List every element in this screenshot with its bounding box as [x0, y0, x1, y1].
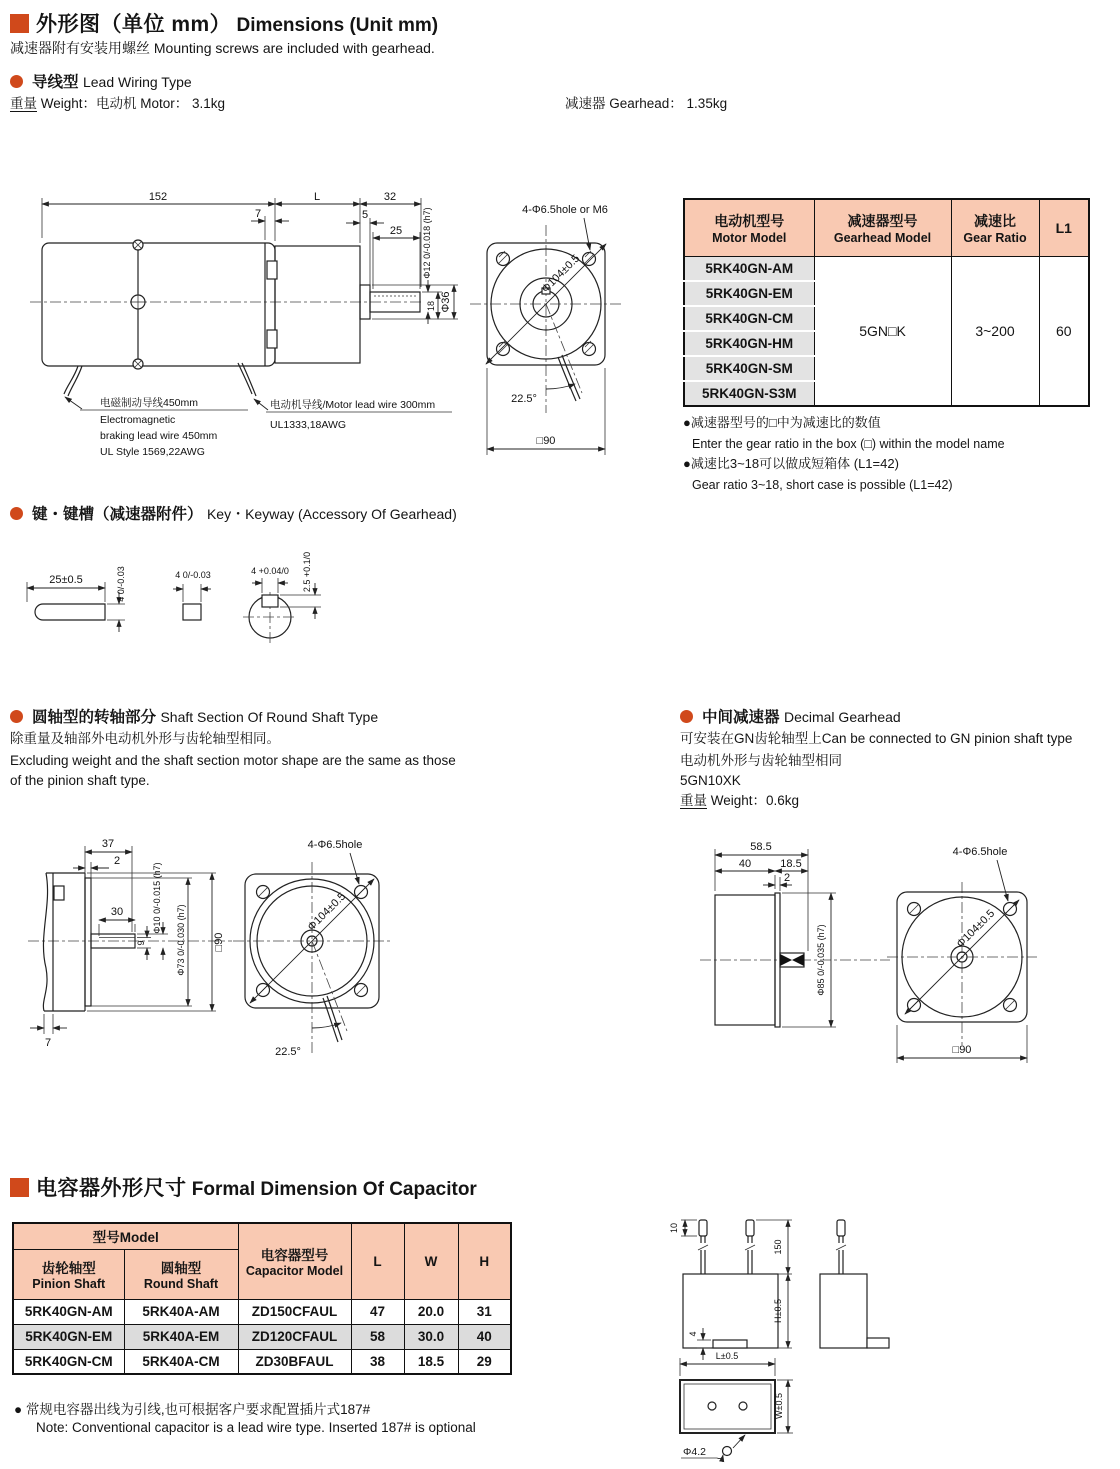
decimal-desc: 可安装在GN齿轮轴型上Can be connected to GN pinion shaft type	[680, 731, 1073, 746]
dim-label: Φ85 0/-0.035 (h7)	[816, 924, 826, 996]
dimensions	[42, 191, 458, 324]
decimal-model: 5GN10XK	[680, 773, 741, 788]
col-header-gear-ratio: 减速比 Gear Ratio	[951, 199, 1039, 256]
cell: 5RK40GN-AM	[13, 1299, 124, 1324]
section-bullet-icon	[10, 710, 23, 723]
motor-wire-label: 电动机导线/Motor lead wire 300mm	[270, 399, 436, 411]
page-title-zh: 外形图（单位 mm）	[36, 13, 232, 36]
dim-label: W±0.5	[774, 1393, 784, 1419]
round-shaft-drawing	[20, 828, 450, 1073]
decimal-desc: 电动机外形与齿轮轴型相同	[680, 753, 842, 768]
motor-weight: 电动机 Motor： 3.1kg	[96, 96, 226, 111]
col-header-model-group: 型号Model	[13, 1223, 238, 1249]
col-header-gearhead-model: 减速器型号 Gearhead Model	[814, 199, 951, 256]
dim-label: 7	[44, 1037, 52, 1049]
capacitor-note-en: Note: Conventional capacitor is a lead wire type. Inserted 187# is optional	[36, 1420, 476, 1435]
cell: 5RK40A-AM	[124, 1299, 238, 1324]
section-bullet-icon	[680, 710, 693, 723]
cell: ZD150CFAUL	[238, 1299, 351, 1324]
motor-model-cell: 5RK40GN-HM	[684, 331, 814, 356]
l1-cell: 60	[1039, 256, 1089, 406]
key-drawing	[27, 566, 126, 632]
key-section-drawing	[173, 570, 211, 620]
dim-label: Φ10 0/-0.015 (h7)	[152, 862, 162, 934]
dim-label: 150	[773, 1239, 783, 1255]
lead-wires	[64, 363, 452, 458]
front-view	[887, 846, 1037, 1063]
col-header-h: H	[458, 1223, 511, 1299]
col-header-capacitor-model: 电容器型号 Capacitor Model	[238, 1223, 351, 1299]
section-square-icon	[10, 1178, 29, 1197]
decimal-weight: 重量 Weight：0.6kg	[680, 793, 800, 808]
dim-label: 30	[110, 906, 124, 918]
cell: 20.0	[404, 1299, 458, 1324]
dim-label: 18	[426, 300, 436, 312]
decimal-gearhead-heading: 中间减速器 Decimal Gearhead	[680, 705, 901, 727]
dim-label: 7	[254, 208, 262, 220]
round-shaft-desc: 除重量及轴部外电动机外形与齿轮轴型相同。	[10, 731, 280, 746]
cell: 5RK40A-CM	[124, 1349, 238, 1374]
table-row	[13, 1299, 511, 1324]
dim-label: 18.5	[780, 858, 802, 870]
cell: 5RK40A-EM	[124, 1324, 238, 1349]
dim-label: 4 0/-0.03	[175, 570, 211, 580]
section-bullet-icon	[10, 75, 23, 88]
bolt-hole	[908, 903, 921, 916]
gear-ratio-cell: 3~200	[951, 256, 1039, 406]
cell: 31	[458, 1299, 511, 1324]
front-view	[233, 839, 392, 1058]
dim-label: Φ12 0/-0.018 (h7)	[422, 207, 432, 279]
brake-wire-label: Electromagnetic	[100, 414, 176, 426]
gearhead-model-cell: 5GN□K	[814, 256, 951, 406]
dim-label: 25	[389, 225, 403, 237]
capacitor-side-view	[820, 1220, 889, 1348]
dim-label: 5	[361, 209, 369, 221]
cell: 5RK40GN-CM	[13, 1349, 124, 1374]
brake-wire-label: 电磁制动导线450mm	[100, 397, 199, 409]
col-header-w: W	[404, 1223, 458, 1299]
dim-label: Φ4.2	[683, 1446, 706, 1458]
table-row	[684, 256, 1089, 281]
cell: 58	[351, 1324, 404, 1349]
note-line: Gear ratio 3~18, short case is possible (L1=42)	[692, 477, 953, 492]
capacitor-drawing	[655, 1208, 995, 1469]
motor-model-cell: 5RK40GN-EM	[684, 281, 814, 306]
table-header-row	[13, 1223, 511, 1249]
dim-label: 4 +0.04/0	[251, 566, 289, 576]
capacitor-bottom-view	[680, 1351, 793, 1459]
side-view	[28, 838, 232, 1049]
dim-label: 4-Φ6.5hole or M6	[522, 204, 608, 216]
page-title	[10, 8, 438, 38]
col-header-l: L	[351, 1223, 404, 1299]
dim-label: 9	[136, 940, 146, 946]
dim-label: □90	[952, 1044, 972, 1056]
note-line: Enter the gear ratio in the box (□) within the model name	[692, 436, 1005, 451]
note-line: ●减速比3~18可以做成短箱体 (L1=42)	[683, 455, 899, 471]
brake-wire-label: braking lead wire 450mm	[100, 430, 218, 442]
weight-label-zh: 重量	[10, 96, 37, 111]
dim-label: 2	[113, 855, 121, 867]
motor-model-cell: 5RK40GN-AM	[684, 256, 814, 281]
key-keyway-heading: 键・键槽（减速器附件） Key・Keyway (Accessory Of Gearhead)	[10, 502, 457, 524]
key-keyway-drawing	[15, 542, 355, 667]
dim-label: 32	[383, 191, 397, 203]
cell: 30.0	[404, 1324, 458, 1349]
dim-label: 152	[148, 191, 168, 203]
decimal-gearhead-drawing	[690, 833, 1120, 1073]
dim-label: 4-Φ6.5hole	[952, 846, 1008, 858]
dim-label: Φ36	[440, 291, 452, 313]
motor-model-cell: 5RK40GN-CM	[684, 306, 814, 331]
bolt-hole	[1004, 999, 1017, 1012]
dim-label: 4 0/-0.03	[116, 566, 126, 602]
dim-label: 2	[783, 872, 791, 884]
col-header-motor-model: 电动机型号 Motor Model	[684, 199, 814, 256]
dim-label: L	[313, 191, 321, 203]
gearhead-weight: 减速器 Gearhead： 1.35kg	[565, 96, 728, 111]
dim-label: H±0.5	[773, 1299, 783, 1323]
col-header-l1: L1	[1039, 199, 1089, 256]
dim-label: 2.5 +0.1/0	[302, 551, 312, 593]
cell: 5RK40GN-EM	[13, 1324, 124, 1349]
outline	[30, 240, 424, 369]
dim-label: L±0.5	[715, 1351, 739, 1361]
dim-label: Φ104±0.5	[539, 252, 583, 296]
weight-line: 重量 Weight：电动机 Motor： 3.1kg	[10, 96, 226, 111]
dim-label: 25±0.5	[49, 574, 83, 586]
cell: 40	[458, 1324, 511, 1349]
dim-label: 58.5	[750, 841, 772, 853]
dim-label: Φ104±0.5	[954, 907, 998, 951]
round-shaft-desc: of the pinion shaft type.	[10, 773, 150, 788]
col-header-pinion-shaft: 齿轮轴型 Pinion Shaft	[13, 1249, 124, 1299]
lead-wiring-heading: 导线型 Lead Wiring Type	[10, 70, 192, 92]
outline	[470, 225, 624, 413]
cell: 38	[351, 1349, 404, 1374]
round-shaft-desc: Excluding weight and the shaft section motor shape are the same as those	[10, 753, 456, 768]
bolt-hole	[583, 251, 596, 266]
page-subtitle: 减速器附有安装用螺丝 Mounting screws are included with gearhead.	[10, 40, 435, 56]
dim-label: 4	[688, 1331, 698, 1337]
dim-label: □90	[213, 932, 225, 952]
bolt-hole	[257, 886, 270, 899]
col-header-round-shaft: 圆轴型 Round Shaft	[124, 1249, 238, 1299]
dim-label: 40	[738, 858, 752, 870]
motor-front-view-drawing	[462, 195, 677, 487]
dim-label: 4-Φ6.5hole	[307, 839, 363, 851]
dim-label: 22.5°	[511, 393, 537, 405]
dim-label: □90	[536, 435, 556, 447]
round-shaft-heading: 圆轴型的转轴部分 Shaft Section Of Round Shaft Type	[10, 705, 378, 727]
bolt-hole	[355, 984, 368, 997]
cell: ZD30BFAUL	[238, 1349, 351, 1374]
capacitor-front-view	[669, 1220, 792, 1360]
motor-side-view-drawing	[18, 188, 463, 488]
capacitor-title: 电容器外形尺寸 Formal Dimension Of Capacitor	[10, 1172, 477, 1202]
keyway-drawing	[243, 552, 321, 644]
capacitor-table	[12, 1222, 512, 1375]
motor-wire-label: UL1333,18AWG	[270, 419, 347, 431]
dim-label: Φ73 0/-0.030 (h7)	[176, 904, 186, 976]
brake-wire-label: UL Style 1569,22AWG	[100, 446, 205, 458]
bolt-hole	[497, 251, 510, 266]
cell: ZD120CFAUL	[238, 1324, 351, 1349]
dim-label: 37	[101, 838, 115, 850]
motor-model-cell: 5RK40GN-S3M	[684, 381, 814, 406]
dim-label: 22.5°	[275, 1046, 301, 1058]
section-bullet-icon	[10, 507, 23, 520]
cell: 47	[351, 1299, 404, 1324]
capacitor-note-zh: ● 常规电容器出线为引线,也可根据客户要求配置插片式187#	[14, 1402, 371, 1417]
cell: 29	[458, 1349, 511, 1374]
table-row	[13, 1324, 511, 1349]
dim-label: 10	[669, 1222, 679, 1234]
cell: 18.5	[404, 1349, 458, 1374]
motor-model-cell: 5RK40GN-SM	[684, 356, 814, 381]
motor-model-table	[683, 198, 1090, 407]
table-header-row	[684, 199, 1089, 256]
gearhead-notes	[683, 413, 1005, 495]
dim-label: Φ104±0.5	[305, 890, 349, 934]
note-line: ●减速器型号的□中为减速比的数值	[683, 415, 881, 430]
section-square-icon	[10, 14, 29, 33]
table-row	[13, 1349, 511, 1374]
side-view	[700, 841, 890, 1027]
page-title-en: Dimensions (Unit mm)	[236, 15, 439, 36]
